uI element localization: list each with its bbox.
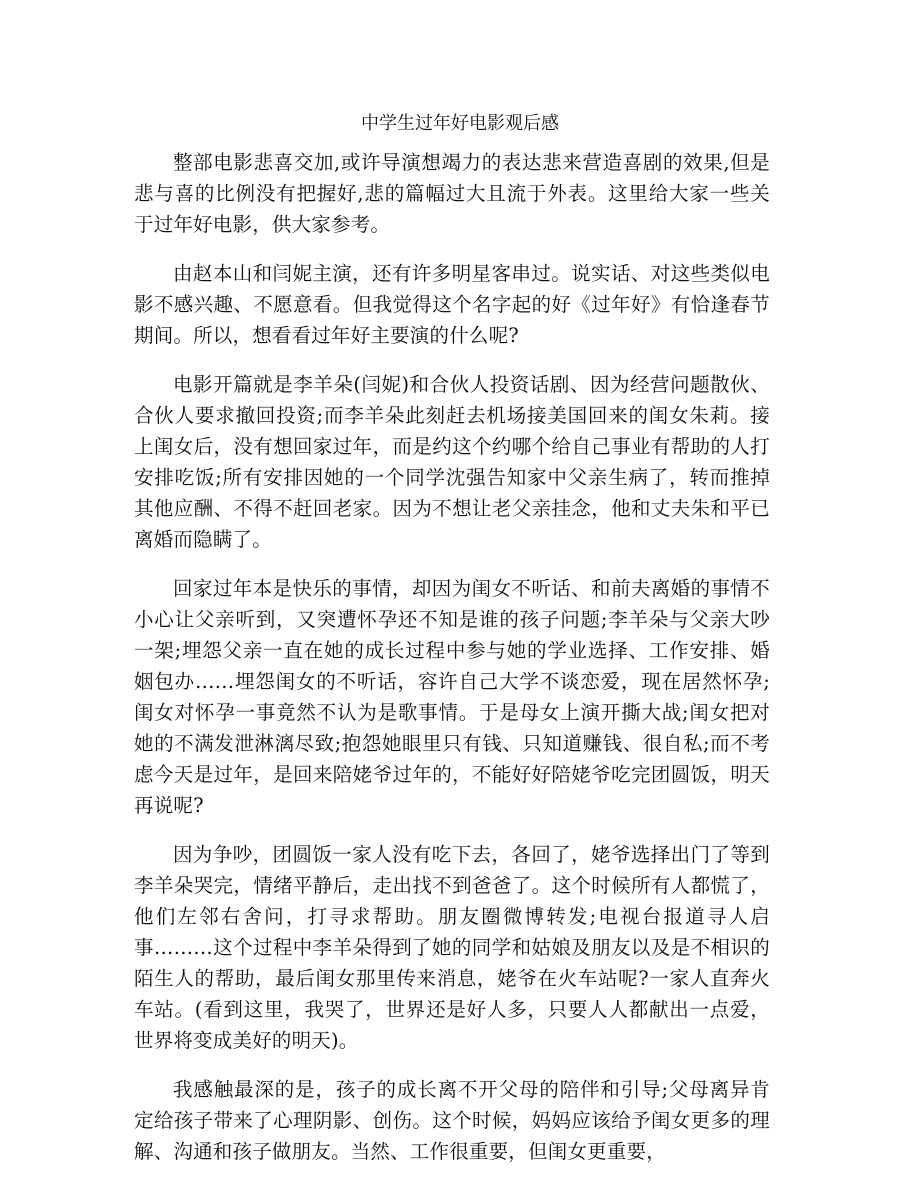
paragraph-4: 回家过年本是快乐的事情，却因为闺女不听话、和前夫离婚的事情不小心让父亲听到，又突遭怀孕还不知是谁的孩子问题;李羊朵与父亲大吵一架;埋怨父亲一直在她的成长过程中参与她的学业选择、工作安排、婚姻包办……埋怨闺女的不听话，容许自己大学不谈恋爱，现在居然怀孕;闺女对怀孕一事竟然不认为是歌事情。于是母女上演开撕大战;闺女把对她的不满发泄淋漓尽致;抱怨她眼里只有钱、只知道赚钱、很自私;而不考虑今天是过年，是回来陪姥爷过年的，不能好好陪姥爷吃完团圆饭，明天再说呢? — [134, 577, 770, 817]
paragraph-2: 由赵本山和闫妮主演，还有许多明星客串过。说实话、对这些类似电影不感兴趣、不愿意看。但我觉得这个名字起的好《过年好》有恰逢春节期间。所以，想看看过年好主要演的什么呢? — [134, 262, 770, 347]
paragraph-3: 电影开篇就是李羊朵(闫妮)和合伙人投资话剧、因为经营问题散伙、合伙人要求撤回投资;而李羊朵此刻赶去机场接美国回来的闺女朱莉。接上闺女后，没有想回家过年，而是约这个约哪个给自己事业有帮助的人打安排吃饭;所有安排因她的一个同学沈强告知家中父亲生病了，转而推掉其他应酬、不得不赶回老家。因为不想让老父亲挂念，他和丈夫朱和平已离婚而隐瞒了。 — [134, 373, 770, 551]
paragraph-6: 我感触最深的是，孩子的成长离不开父母的陪伴和引导;父母离异肯定给孩子带来了心理阴影、创伤。这个时候，妈妈应该给予闺女更多的理解、沟通和孩子做朋友。当然、工作很重要，但闺女更重要， — [134, 1078, 770, 1163]
document-body — [134, 147, 770, 1185]
document-title: 中学生过年好电影观后感 — [361, 113, 559, 134]
paragraph-5: 因为争吵，团圆饭一家人没有吃下去，各回了，姥爷选择出门了等到李羊朵哭完，情绪平静后，走出找不到爸爸了。这个时候所有人都慌了，他们左邻右舍问，打寻求帮助。朋友圈微博转发;电视台报道寻人启事………这个过程中李羊朵得到了她的同学和姑娘及朋友以及是不相识的陌生人的帮助，最后闺女那里传来消息，姥爷在火车站呢?一家人直奔火车站。(看到这里，我哭了，世界还是好人多，只要人人都献出一点爱，世界将变成美好的明天)。 — [134, 843, 770, 1052]
paragraph-1: 整部电影悲喜交加,或许导演想竭力的表达悲来营造喜剧的效果,但是悲与喜的比例没有把握好,悲的篇幅过大且流于外表。这里给大家一些关于过年好电影，供大家参考。 — [134, 151, 770, 236]
